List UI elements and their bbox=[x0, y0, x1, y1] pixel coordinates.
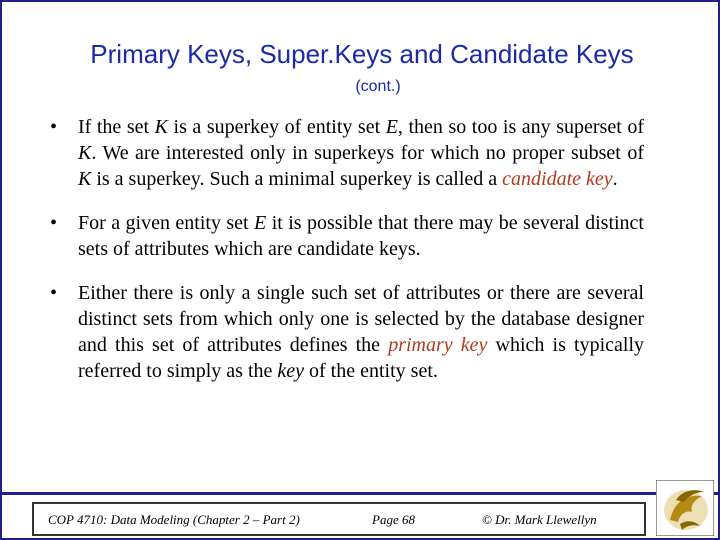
bullet-item: • If the set K is a superkey of entity set E, then so too is any superset of K. We are interested only in superkeys for which no proper subset of K is a superkey. Such a minimal superkey is called a candidate key. bbox=[50, 116, 644, 190]
ucf-pegasus-logo-icon bbox=[656, 480, 714, 536]
footer-author: © Dr. Mark Llewellyn bbox=[482, 512, 597, 527]
footer-bar bbox=[32, 502, 646, 536]
bullet-item: • Either there is only a single such set of attributes or there are several distinct sets from which only one is selected by the database designer and this set of attributes defines the primary key which is typically referred to simply as the key of the entity set. bbox=[50, 282, 644, 382]
slide-subtitle: (cont.) bbox=[355, 78, 401, 95]
footer-rule bbox=[2, 492, 718, 495]
bullet-dot: • bbox=[50, 116, 58, 138]
bullet-list bbox=[50, 114, 644, 402]
footer-course: COP 4710: Data Modeling (Chapter 2 – Part 2) bbox=[48, 512, 300, 527]
slide-title: Primary Keys, Super.Keys and Candidate Keys bbox=[90, 39, 634, 69]
term-primary-key: primary key bbox=[388, 334, 488, 356]
bullet-item: • For a given entity set E it is possible that there may be several distinct sets of attributes which are candidate keys. bbox=[50, 212, 644, 260]
bullet-dot: • bbox=[50, 282, 58, 304]
bullet-dot: • bbox=[50, 212, 58, 234]
footer-page: Page 68 bbox=[372, 512, 415, 527]
term-candidate-key: candidate key bbox=[502, 168, 613, 190]
